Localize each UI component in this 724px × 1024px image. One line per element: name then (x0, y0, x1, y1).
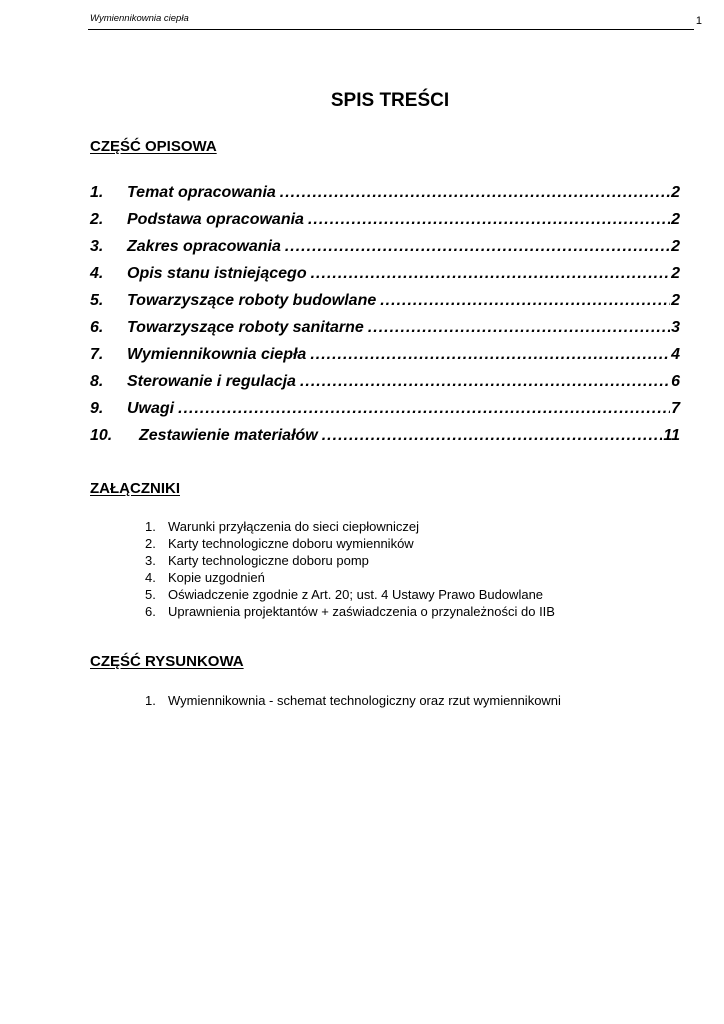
list-item-text: Kopie uzgodnień (168, 570, 265, 585)
toc-entry-page: 3 (671, 319, 680, 336)
list-item-text: Oświadczenie zgodnie z Art. 20; ust. 4 Ustawy Prawo Budowlane (168, 587, 544, 602)
toc-leader-dots (368, 319, 670, 337)
list-item-number: 4. (145, 570, 156, 585)
list-item (145, 693, 685, 710)
toc-entry-label: Opis stanu istniejącego (127, 265, 307, 282)
table-of-contents (90, 184, 680, 454)
list-item-text: Uprawnienia projektantów + zaświadczenia o przynależności do IIB (168, 604, 555, 619)
attachments-list (145, 519, 685, 621)
list-item (145, 553, 685, 570)
list-item (145, 570, 685, 587)
toc-entry-page: 6 (671, 373, 680, 390)
toc-entry-number: 10. (90, 427, 113, 444)
toc-entry-page: 2 (671, 238, 680, 255)
toc-leader-dots (178, 400, 670, 418)
toc-entry-page: 7 (671, 400, 680, 417)
toc-leader-dots (311, 265, 670, 283)
toc-entry-number: 9. (90, 400, 104, 417)
toc-entry-label: Sterowanie i regulacja (127, 373, 296, 390)
list-item (145, 587, 685, 604)
toc-entry-label: Towarzyszące roboty budowlane (127, 292, 377, 309)
toc-entry (90, 211, 680, 238)
drawings-section-heading: CZĘŚĆ RYSUNKOWA (90, 653, 244, 670)
toc-entry (90, 427, 680, 454)
toc-entry (90, 292, 680, 319)
descriptive-section-heading: CZĘŚĆ OPISOWA (90, 138, 217, 155)
list-item-text: Wymiennikownia - schemat technologiczny oraz rzut wymiennikowni (168, 693, 561, 708)
list-item-text: Warunki przyłączenia do sieci ciepłowniczej (168, 519, 419, 534)
list-item-text: Karty technologiczne doboru pomp (168, 553, 369, 568)
list-item-number: 1. (145, 693, 156, 708)
toc-leader-dots (380, 292, 670, 310)
toc-entry-number: 1. (90, 184, 104, 201)
list-item (145, 604, 685, 621)
list-item-number: 3. (145, 553, 156, 568)
page-number: 1 (695, 15, 702, 27)
toc-entry (90, 346, 680, 373)
toc-entry-label: Uwagi (127, 400, 175, 417)
running-header (88, 13, 702, 30)
list-item-number: 2. (145, 536, 156, 551)
toc-entry-page: 2 (671, 292, 680, 309)
toc-entry-number: 7. (90, 346, 104, 363)
toc-entry-number: 4. (90, 265, 104, 282)
attachments-section-heading: ZAŁĄCZNIKI (90, 480, 180, 497)
toc-entry-page: 2 (671, 265, 680, 282)
toc-entry-page: 2 (671, 184, 680, 201)
document-title: SPIS TREŚCI (330, 90, 450, 111)
toc-entry-number: 3. (90, 238, 104, 255)
list-item (145, 536, 685, 553)
toc-entry-label: Zakres opracowania (127, 238, 281, 255)
drawings-list (145, 693, 685, 710)
toc-entry (90, 238, 680, 265)
list-item (145, 519, 685, 536)
toc-entry (90, 319, 680, 346)
toc-entry-number: 6. (90, 319, 104, 336)
toc-leader-dots (300, 373, 670, 391)
list-item-text: Karty technologiczne doboru wymienników (168, 536, 414, 551)
toc-leader-dots (322, 427, 663, 445)
toc-leader-dots (285, 238, 670, 256)
toc-entry-label: Temat opracowania (127, 184, 276, 201)
toc-entry-label: Towarzyszące roboty sanitarne (127, 319, 364, 336)
toc-leader-dots (280, 184, 670, 202)
list-item-number: 6. (145, 604, 156, 619)
toc-entry-number: 5. (90, 292, 104, 309)
toc-entry-label: Wymiennikownia ciepła (127, 346, 307, 363)
list-item-number: 1. (145, 519, 156, 534)
toc-entry-number: 2. (90, 211, 104, 228)
toc-entry (90, 265, 680, 292)
toc-entry-label: Podstawa opracowania (127, 211, 304, 228)
toc-entry (90, 373, 680, 400)
toc-leader-dots (308, 211, 670, 229)
toc-entry (90, 400, 680, 427)
toc-entry (90, 184, 680, 211)
toc-entry-page: 2 (671, 211, 680, 228)
toc-entry-page: 4 (671, 346, 680, 363)
list-item-number: 5. (145, 587, 156, 602)
toc-entry-number: 8. (90, 373, 104, 390)
running-header-title: Wymiennikownia ciepła (90, 13, 189, 24)
toc-leader-dots (310, 346, 670, 364)
toc-entry-label: Zestawienie materiałów (139, 427, 318, 444)
toc-entry-page: 11 (663, 427, 680, 444)
